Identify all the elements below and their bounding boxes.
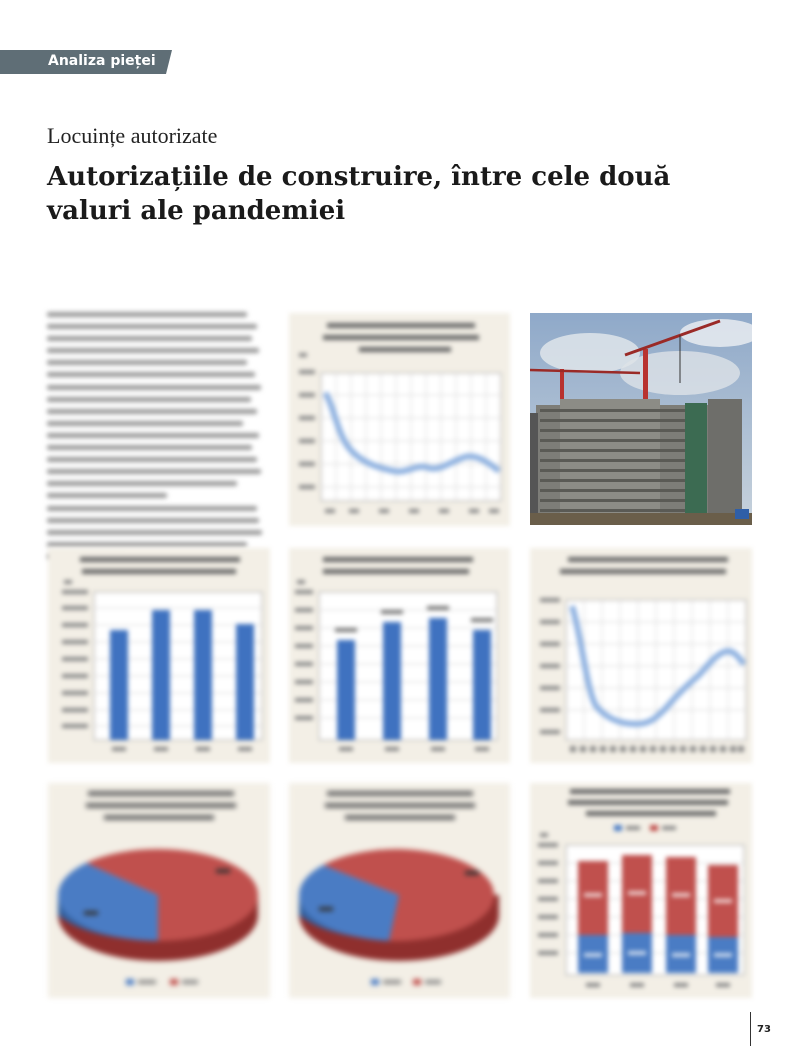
bar-chart-panel-1 [48, 548, 270, 763]
legend-swatch [126, 979, 134, 985]
bar [337, 640, 355, 740]
article-headline: Autorizațiile de construire, între cele două valuri ale pandemiei [47, 162, 671, 226]
bar [473, 630, 491, 740]
line-chart-panel-2 [530, 548, 752, 763]
article-kicker: Locuințe autorizate [47, 123, 218, 148]
chart-title-line [323, 335, 479, 340]
stacked-bar-chart-panel [530, 783, 752, 998]
chart-title-line [359, 347, 451, 352]
chart-title-line [327, 323, 475, 328]
bar [194, 610, 212, 740]
line-chart-panel-1 [289, 313, 510, 526]
legend-swatch [170, 979, 178, 985]
legend-swatch [614, 825, 622, 831]
body-text-column [47, 312, 267, 566]
bar [236, 624, 254, 740]
bar-chart-2 [289, 548, 510, 763]
bar-chart-1 [48, 548, 270, 763]
pie-chart-panel-1 [48, 783, 270, 998]
page-number: 73 [757, 1024, 771, 1035]
legend-swatch [371, 979, 379, 985]
bar-chart-panel-2 [289, 548, 510, 763]
legend-swatch [650, 825, 658, 831]
pie-chart-panel-2 [289, 783, 510, 998]
bar [152, 610, 170, 740]
stacked-bar-chart [530, 783, 752, 998]
line-chart-1 [289, 313, 510, 526]
construction-photo-drawing [530, 313, 752, 525]
line-chart-2 [530, 548, 752, 763]
x-tick-labels [325, 509, 499, 513]
section-label: Analiza pieței [48, 53, 156, 69]
bar-segment [578, 861, 608, 935]
bar [383, 622, 401, 740]
pie-chart-1 [48, 783, 270, 998]
pie-chart-2 [289, 783, 510, 998]
bar [110, 630, 128, 740]
legend-swatch [413, 979, 421, 985]
y-tick-labels [299, 353, 315, 489]
bar [429, 618, 447, 740]
section-tag [0, 50, 172, 74]
page-number-rule [750, 1012, 751, 1046]
construction-site-photo [530, 313, 752, 525]
